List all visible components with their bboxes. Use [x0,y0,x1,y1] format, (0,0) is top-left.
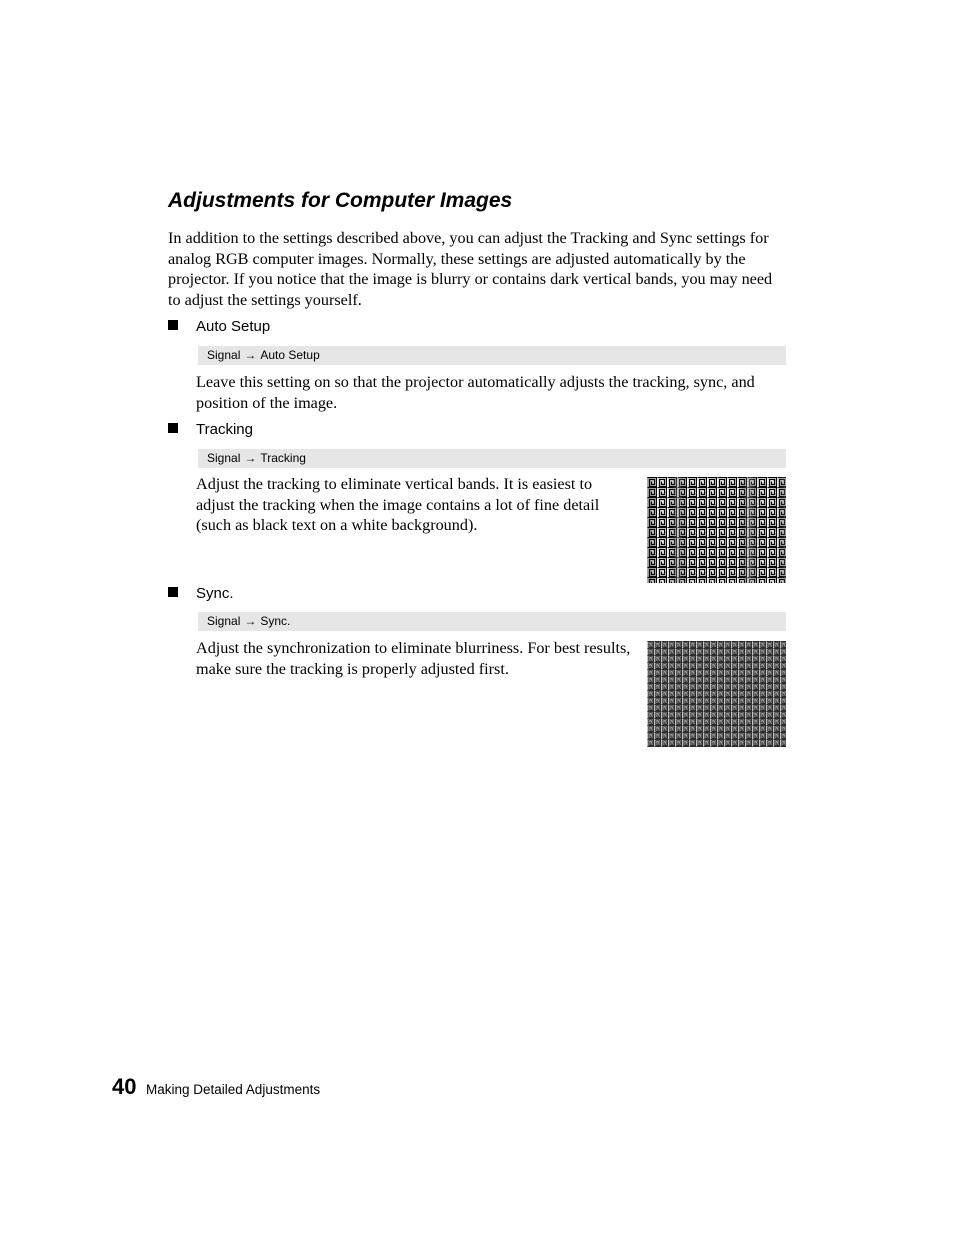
chapter-title: Making Detailed Adjustments [146,1082,321,1097]
arrow-right-icon: → [244,451,257,465]
bullet-tracking [168,421,253,439]
sync-description: Adjust the synchronization to eliminate blurriness. For best results, make sure the tracking is properly adjusted first. [196,639,631,678]
sync-pattern-image [647,641,786,747]
bullet-label: Tracking [196,421,253,438]
menu-path-root: Signal [207,451,241,465]
menu-path-item: Auto Setup [260,348,320,362]
bullet-square-icon [168,320,178,330]
bullet-label: Auto Setup [196,318,271,335]
menu-path-root: Signal [207,348,241,362]
menu-path-sync [198,612,786,631]
arrow-right-icon: → [244,348,257,362]
bullet-auto-setup [168,318,270,336]
tracking-description: Adjust the tracking to eliminate vertical bands. It is easiest to adjust the tracking when the image contains a lot of fine detail (such as black text on a white background). [196,475,600,534]
menu-path-item: Sync. [260,614,291,628]
section-heading: Adjustments for Computer Images [168,189,513,212]
menu-path-root: Signal [207,614,241,628]
bullet-label: Sync. [196,585,234,602]
menu-path-tracking [198,449,786,468]
bullet-sync [168,585,234,603]
tracking-pattern-image [647,477,786,583]
auto-setup-description: Leave this setting on so that the projector automatically adjusts the tracking, sync, and position of the image. [196,373,755,412]
page-number: 40 [112,1074,137,1099]
intro-paragraph: In addition to the settings described above, you can adjust the Tracking and Sync settings for analog RGB computer images. Normally, these settings are adjusted automatically by the projector. If you notice that the image is blurry or contains dark vertical bands, you may need to adjust the settings yourself. [168,229,773,309]
bullet-square-icon [168,587,178,597]
menu-path-item: Tracking [260,451,306,465]
menu-path-auto-setup [198,346,786,365]
arrow-right-icon: → [244,614,257,628]
bullet-square-icon [168,423,178,433]
